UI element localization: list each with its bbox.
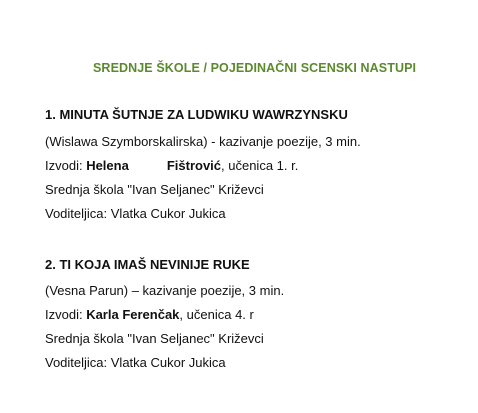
entry-school: Srednja škola "Ivan Seljanec" Križevci	[45, 182, 264, 197]
entry-performer	[45, 158, 298, 174]
entry-mentor: Voditeljica: Vlatka Cukor Jukica	[45, 206, 226, 221]
performer-first-name: Helena	[86, 158, 129, 173]
entry-source: (Wislawa Szymborskalirska) - kazivanje poezije, 3 min.	[45, 134, 361, 149]
performer-class: , učenica 1. r.	[221, 158, 299, 173]
entry-mentor: Voditeljica: Vlatka Cukor Jukica	[45, 355, 226, 370]
entry-title: 2. TI KOJA IMAŠ NEVINIJE RUKE	[45, 257, 250, 272]
performer-class: , učenica 4. r	[179, 307, 254, 322]
entry-school: Srednja škola "Ivan Seljanec" Križevci	[45, 331, 264, 346]
entry-source: (Vesna Parun) – kazivanje poezije, 3 min.	[45, 283, 285, 298]
performer-last-name: Fištrović	[166, 158, 222, 173]
performer-name: Karla Ferenčak	[86, 307, 180, 322]
section-heading: SREDNJE ŠKOLE / POJEDINAČNI SCENSKI NASTUPI	[93, 61, 417, 75]
performer-label: Izvodi:	[45, 158, 87, 173]
performer-label: Izvodi:	[45, 307, 87, 322]
entry-title: 1. MINUTA ŠUTNJE ZA LUDWIKU WAWRZYNSKU	[45, 107, 348, 122]
entry-performer	[45, 307, 254, 323]
